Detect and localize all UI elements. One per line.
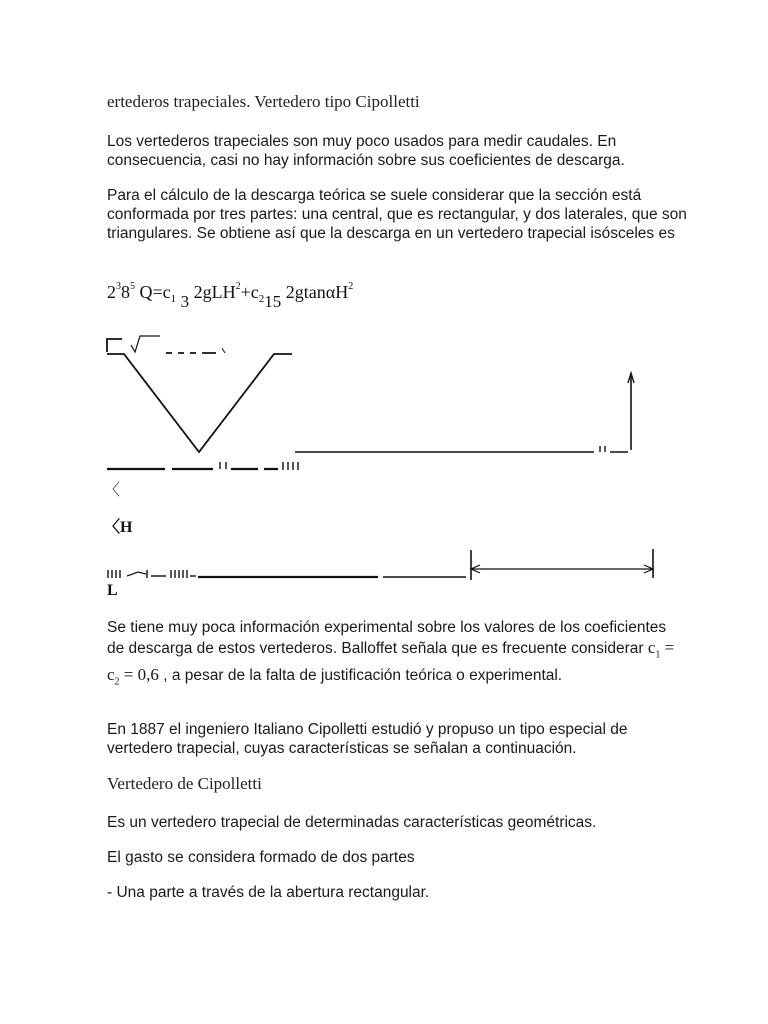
- discharge-formula: $2^38^5$ $Q=c_1$ 3 $2gLH^2+c_215$ 2gtanαH$^2$: [107, 281, 354, 311]
- paragraph-flow-parts: El gasto se considera formado de dos partes: [107, 849, 415, 866]
- section-heading: ertederos trapeciales. Vertedero tipo Cipolletti: [107, 92, 420, 111]
- height-label: 〈H: [104, 519, 133, 536]
- subsection-heading: Vertedero de Cipolletti: [107, 774, 262, 793]
- paragraph-definition: Es un vertedero trapecial de determinadas características geométricas.: [107, 814, 597, 831]
- paragraph-cipolletti-history: En 1887 el ingeniero Italiano Cipolletti estudió y propuso un tipo especial de vertedero trapecial, cuyas características se señalan a continuación.: [107, 721, 628, 757]
- paragraph-discharge: Para el cálculo de la descarga teórica se suele considerar que la sección está conformada por tres partes: una central, que es rectangular, y dos laterales, que son triangulares. Se obtiene así que la descarga en un vertedero trapecial isósceles es: [107, 187, 687, 242]
- list-item-rectangular: - Una parte a través de la abertura rectangular.: [107, 884, 430, 901]
- angle-label: 〈: [104, 482, 121, 499]
- coefficient-equation: $c_1 = c_2 = 0,6$: [107, 638, 675, 688]
- paragraph-coefficients: Se tiene muy poca información experimental sobre los valores de los coeficientes de descarga de estos vertederos. Balloffet señala que es frecuente considerar $c_1 = c_2 = 0,6$ , a pesar de la falta de justificación teórica o experimental.: [107, 619, 675, 688]
- length-label: L: [107, 582, 118, 599]
- paragraph-intro: Los vertederos trapeciales son muy poco usados para medir caudales. En consecuencia, casi no hay información sobre sus coeficientes de descarga.: [107, 133, 625, 169]
